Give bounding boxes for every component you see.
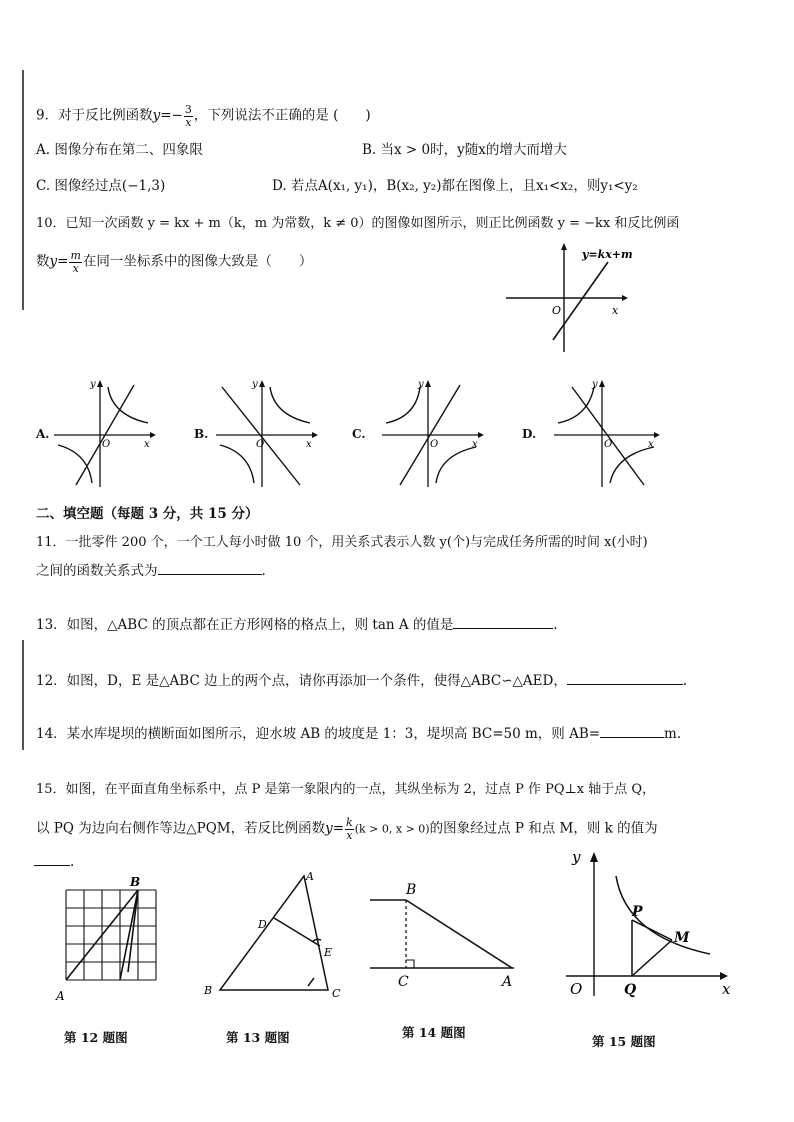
q10-option-b-graph[interactable] xyxy=(212,375,322,490)
y-axis-arrow-icon xyxy=(590,852,598,862)
proportional-line xyxy=(572,387,644,485)
label-d: D xyxy=(258,918,267,931)
hyperbola-branch-q1 xyxy=(108,387,148,423)
q12-text: 12．如图，D，E 是△ABC 边上的两个点，请你再添加一个条件，使得△ABC∽△AED， xyxy=(36,673,567,689)
label-a: A xyxy=(56,989,65,1003)
label-c: C xyxy=(332,987,341,1000)
q10-line-1: 10．已知一次函数 y = kx + m（k，m 为常数，k ≠ 0）的图像如图所示，则正比例函数 y = −kx 和反比例函 xyxy=(36,216,680,231)
label-x: x xyxy=(722,980,731,998)
x-axis-label: x xyxy=(648,439,654,450)
q9-denominator: x xyxy=(185,115,192,129)
hyperbola-branch-q4 xyxy=(610,447,654,483)
q15-prefix: 以 PQ 为边向右侧作等边△PQM，若反比例函数 xyxy=(36,820,326,837)
hyperbola-branch-q2 xyxy=(386,387,420,423)
line-y-kx-m xyxy=(553,262,608,340)
figure-12-grid xyxy=(52,872,172,1007)
q15-numerator: k xyxy=(346,816,353,829)
q14-text: 14．某水库堤坝的横断面如图所示，迎水坡 AB 的坡度是 1：3，堤坝高 BC=50 m，则 AB= xyxy=(36,726,601,742)
q9-option-d[interactable]: D. 若点A(x₁, y₁)，B(x₂, y₂)都在图像上，且x₁<x₂，则y₁<y₂ xyxy=(272,178,638,194)
q15-fraction xyxy=(345,817,354,841)
q10-eq: = xyxy=(57,253,69,270)
q13-answer-blank[interactable] xyxy=(453,627,553,629)
angle-mark xyxy=(308,978,314,986)
q15-condition: (k > 0, x > 0) xyxy=(354,822,430,836)
y-axis-label: y xyxy=(592,379,598,390)
x-axis-label: x xyxy=(306,439,312,450)
slope-ab xyxy=(406,900,512,968)
q10-denominator: x xyxy=(72,261,79,275)
q15-end: . xyxy=(70,854,75,870)
q11-answer-blank[interactable] xyxy=(158,573,262,575)
label-o: O xyxy=(570,980,583,998)
label-m: M xyxy=(674,930,690,946)
q10-option-a-label[interactable]: A. xyxy=(36,427,50,441)
q10-prefix: 数 xyxy=(36,253,50,270)
q15-answer-blank[interactable] xyxy=(34,864,70,866)
q11-line-2 xyxy=(36,565,266,579)
square-grid xyxy=(66,890,156,980)
q9-numerator: 3 xyxy=(184,103,192,116)
q13-end: . xyxy=(553,617,558,633)
binding-margin-line xyxy=(22,70,24,310)
line-label: y=kx+m xyxy=(582,248,633,261)
hyperbola-branch-q1 xyxy=(270,387,310,423)
q15-line-3 xyxy=(34,856,74,870)
q10-option-b-label[interactable]: B. xyxy=(194,427,209,441)
q15-eq: = xyxy=(332,820,345,837)
q10-option-d-label[interactable]: D. xyxy=(522,427,537,441)
q11-text: 之间的函数关系式为 xyxy=(36,563,158,579)
triangle-abc xyxy=(220,876,328,990)
proportional-line xyxy=(222,387,300,485)
q10-suffix: 在同一坐标系中的图像大致是（ ） xyxy=(82,253,313,270)
origin-label: O xyxy=(552,304,562,317)
x-axis-label: x xyxy=(472,439,478,450)
figure-13-triangle xyxy=(198,866,348,1006)
hyperbola-branch-q3 xyxy=(58,445,92,483)
q10-fraction xyxy=(69,250,81,274)
q9-option-c[interactable]: C. 图像经过点(−1,3) xyxy=(36,178,166,194)
q9-option-b[interactable]: B. 当x > 0时，y随x的增大而增大 xyxy=(362,142,567,158)
q10-line-2 xyxy=(36,250,312,274)
binding-margin-line xyxy=(22,640,24,750)
label-a: A xyxy=(502,974,513,990)
hyperbola-branch-q3 xyxy=(220,445,254,483)
q10-line-graph xyxy=(500,240,640,355)
angle-mark xyxy=(312,939,321,942)
q9-suffix: ，下列说法不正确的是 ( ) xyxy=(193,107,371,124)
q10-option-c-graph[interactable] xyxy=(378,375,488,490)
label-a: A xyxy=(306,870,314,883)
label-b: B xyxy=(406,882,417,898)
section-2-heading: 二、填空题（每题 3 分，共 15 分） xyxy=(36,506,259,522)
label-q: Q xyxy=(624,982,637,998)
q9-option-a[interactable]: A. 图像分布在第二、四象限 xyxy=(36,142,203,158)
q9-y: y xyxy=(152,107,161,124)
x-axis-arrow-icon xyxy=(622,295,628,301)
label-e: E xyxy=(324,946,333,959)
figure-15-caption: 第 15 题图 xyxy=(592,1034,656,1049)
label-c: C xyxy=(398,974,409,990)
label-b: B xyxy=(204,984,213,997)
q10-option-d-graph[interactable] xyxy=(550,375,665,490)
x-axis-label: x xyxy=(612,304,619,317)
q14-answer-blank[interactable] xyxy=(600,736,664,738)
q15-suffix: 的图象经过点 P 和点 M，则 k 的值为 xyxy=(429,820,658,837)
label-y: y xyxy=(572,848,581,866)
triangle-pqm xyxy=(632,920,672,976)
question-9 xyxy=(36,104,371,128)
q12-end: . xyxy=(682,673,688,689)
figure-14-caption: 第 14 题图 xyxy=(402,1025,466,1040)
q9-eq: =− xyxy=(160,107,183,124)
q10-option-c-label[interactable]: C. xyxy=(352,427,366,441)
q15-denominator: x xyxy=(346,828,353,842)
q11-end: . xyxy=(261,563,266,579)
origin-label: O xyxy=(256,439,265,450)
x-axis-label: x xyxy=(144,439,150,450)
hyperbola-branch-q4 xyxy=(436,447,476,483)
hyperbola-curve xyxy=(616,876,710,954)
q12-answer-blank[interactable] xyxy=(567,683,683,685)
q14-end: m. xyxy=(664,726,682,742)
y-axis-arrow-icon xyxy=(561,243,567,250)
q13-line xyxy=(36,619,558,633)
q10-y: y xyxy=(49,253,58,270)
label-p: P xyxy=(632,904,643,920)
q10-numerator: m xyxy=(70,249,81,262)
figure-15-coordinate xyxy=(560,846,740,1006)
label-b: B xyxy=(130,875,141,889)
q12-line xyxy=(36,675,687,689)
q14-line xyxy=(36,728,681,742)
q9-prefix: 9．对于反比例函数 xyxy=(36,107,153,124)
q15-line-2 xyxy=(36,817,658,841)
origin-label: O xyxy=(102,439,111,450)
x-axis-arrow-icon xyxy=(720,972,728,980)
figure-12-caption: 第 12 题图 xyxy=(64,1030,128,1045)
figure-14-dam xyxy=(364,872,524,997)
q10-option-a-graph[interactable] xyxy=(50,375,160,490)
q15-y: y xyxy=(325,820,333,837)
y-axis-label: y xyxy=(252,379,258,390)
right-angle-mark xyxy=(406,960,414,968)
y-axis-label: y xyxy=(90,379,96,390)
q13-text: 13．如图，△ABC 的顶点都在正方形网格的格点上，则 tan A 的值是 xyxy=(36,617,454,633)
q9-fraction xyxy=(184,104,193,128)
origin-label: O xyxy=(430,439,439,450)
figure-13-caption: 第 13 题图 xyxy=(226,1030,290,1045)
q11-line-1: 11．一批零件 200 个，一个工人每小时做 10 个，用关系式表示人数 y(个)与完成任务所需的时间 x(小时) xyxy=(36,535,648,550)
y-axis-label: y xyxy=(418,379,424,390)
q15-line-1: 15．如图，在平面直角坐标系中，点 P 是第一象限内的一点，其纵坐标为 2，过点 P 作 PQ⊥x 轴于点 Q， xyxy=(36,782,655,797)
origin-label: O xyxy=(604,439,613,450)
